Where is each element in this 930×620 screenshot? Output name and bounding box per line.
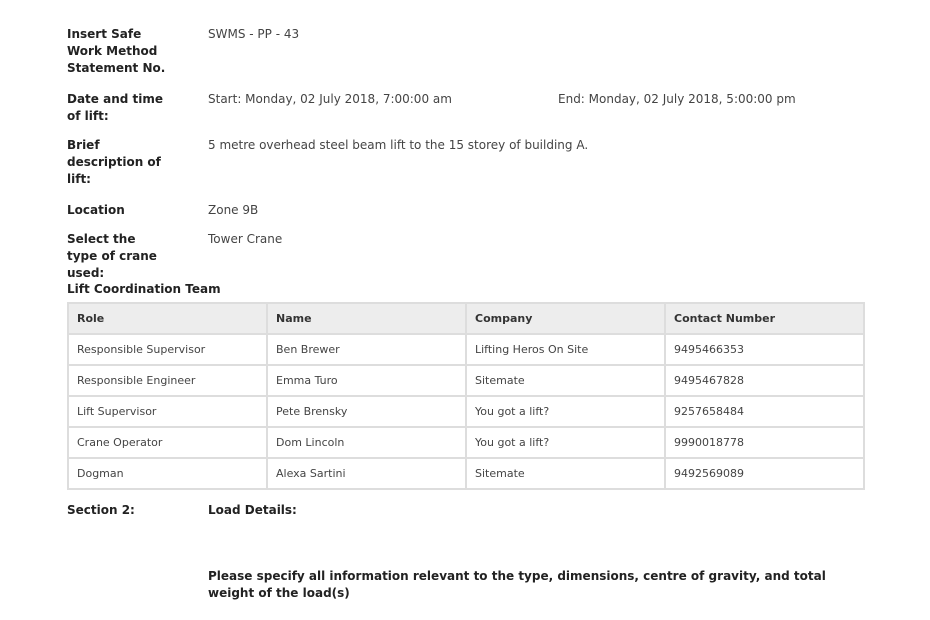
description-label: Brief description of lift:	[67, 138, 161, 186]
cell-name: Emma Turo	[268, 366, 465, 395]
table-header-row	[69, 304, 863, 333]
section2-label: Section 2:	[67, 503, 135, 517]
cell-role: Lift Supervisor	[69, 397, 266, 426]
table-row	[69, 459, 863, 488]
table-row	[69, 397, 863, 426]
column-header-name: Name	[268, 304, 465, 333]
cell-contact: 9257658484	[666, 397, 863, 426]
location-label: Location	[67, 203, 125, 217]
swms-value: SWMS - PP - 43	[208, 27, 300, 41]
crane-label: Select the type of crane used:	[67, 232, 157, 280]
column-header-role: Role	[69, 304, 266, 333]
location-value: Zone 9B	[208, 203, 259, 217]
table-row	[69, 366, 863, 395]
table-row	[69, 428, 863, 457]
crane-value: Tower Crane	[208, 232, 283, 246]
datetime-end: End: Monday, 02 July 2018, 5:00:00 pm	[558, 92, 796, 106]
cell-contact: 9990018778	[666, 428, 863, 457]
cell-company: Sitemate	[467, 366, 664, 395]
cell-contact: 9495467828	[666, 366, 863, 395]
datetime-start: Start: Monday, 02 July 2018, 7:00:00 am	[208, 92, 452, 106]
cell-role: Dogman	[69, 459, 266, 488]
column-header-company: Company	[467, 304, 664, 333]
cell-company: Sitemate	[467, 459, 664, 488]
cell-role: Crane Operator	[69, 428, 266, 457]
team-table	[67, 302, 865, 490]
cell-contact: 9492569089	[666, 459, 863, 488]
swms-label: Insert Safe Work Method Statement No.	[67, 27, 166, 75]
cell-role: Responsible Supervisor	[69, 335, 266, 364]
section2-title: Load Details:	[208, 503, 297, 517]
description-value: 5 metre overhead steel beam lift to the 15 storey of building A.	[208, 138, 589, 152]
cell-role: Responsible Engineer	[69, 366, 266, 395]
table-row	[69, 335, 863, 364]
load-instruction: Please specify all information relevant to the type, dimensions, centre of gravity, and total weight of the load(s)	[208, 569, 826, 600]
column-header-contact: Contact Number	[666, 304, 863, 333]
datetime-label: Date and time of lift:	[67, 92, 164, 123]
cell-name: Pete Brensky	[268, 397, 465, 426]
team-heading: Lift Coordination Team	[67, 282, 221, 296]
cell-company: Lifting Heros On Site	[467, 335, 664, 364]
cell-name: Alexa Sartini	[268, 459, 465, 488]
cell-contact: 9495466353	[666, 335, 863, 364]
cell-name: Dom Lincoln	[268, 428, 465, 457]
cell-name: Ben Brewer	[268, 335, 465, 364]
cell-company: You got a lift?	[467, 397, 664, 426]
cell-company: You got a lift?	[467, 428, 664, 457]
